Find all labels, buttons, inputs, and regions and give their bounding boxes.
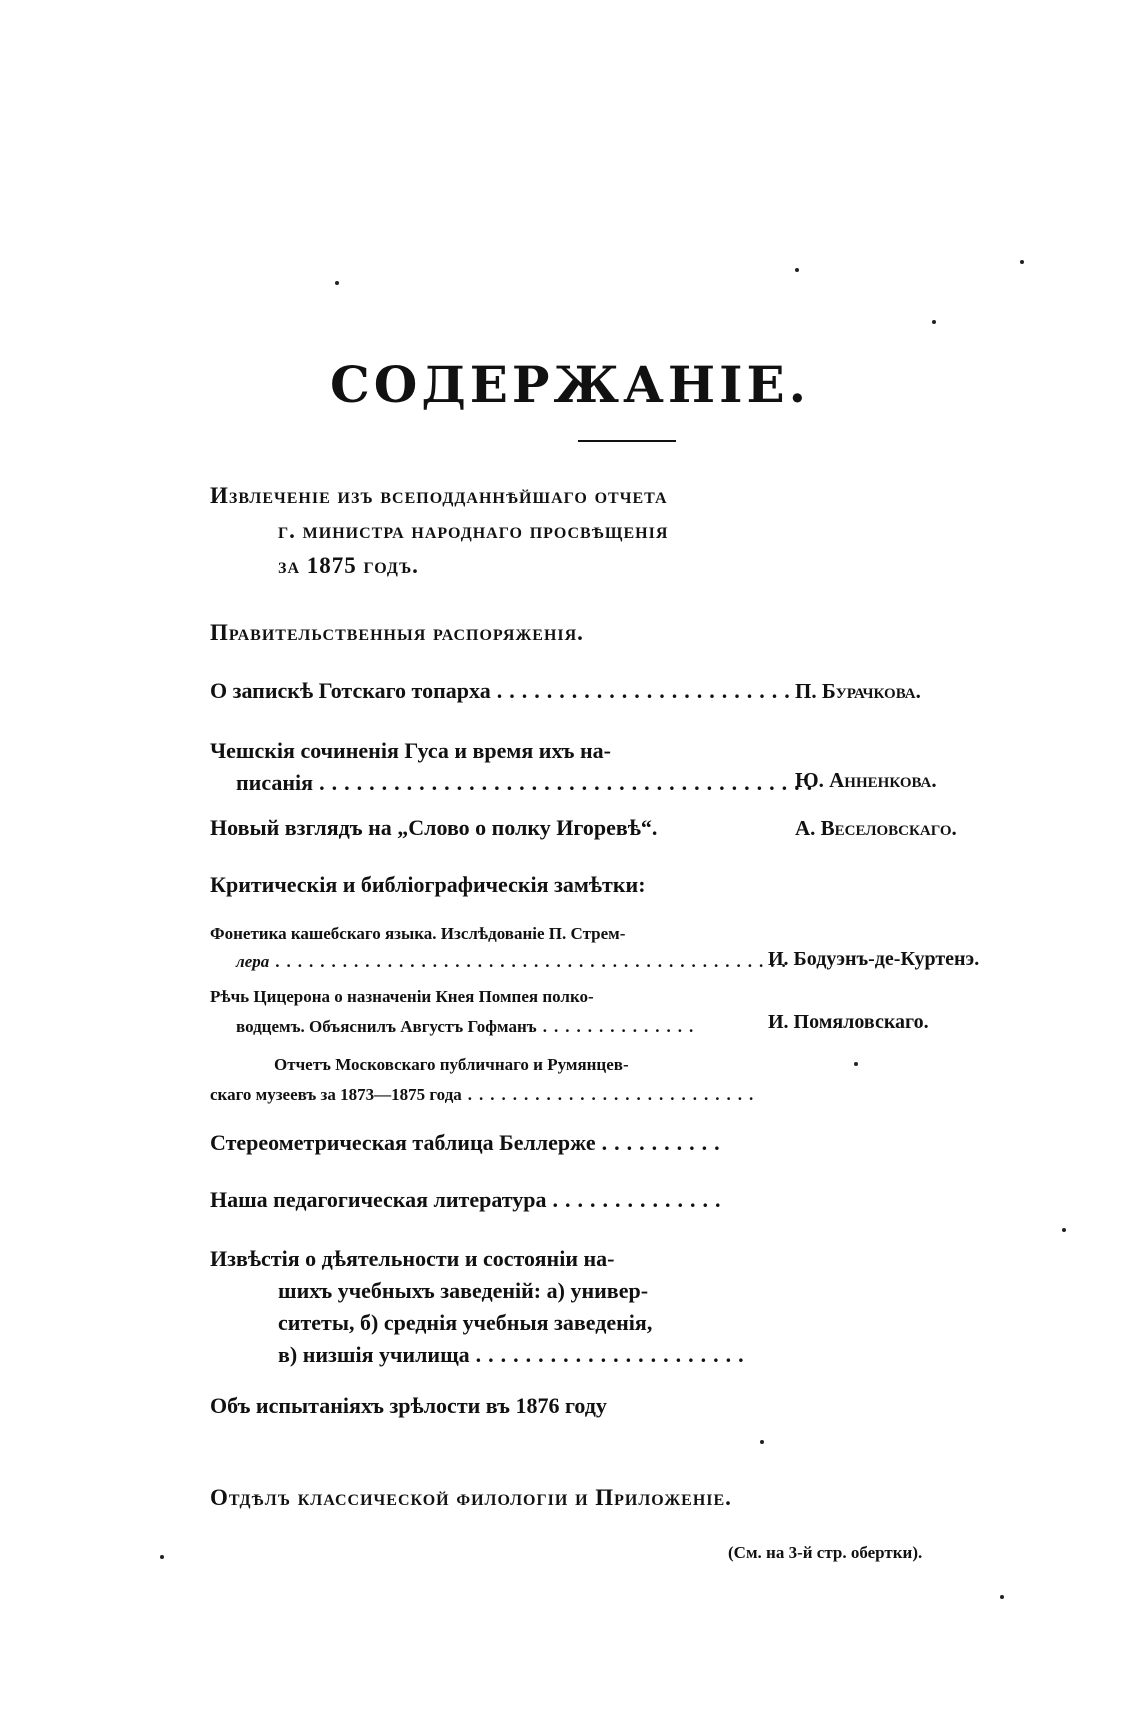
section-government: Правительственныя распоряженія. bbox=[210, 620, 584, 645]
leader-dots: ........................................ bbox=[319, 770, 820, 795]
entry-maturity-title: Объ испытаніяхъ зрѣлости въ 1876 году bbox=[210, 1393, 607, 1418]
scan-speck bbox=[854, 1062, 858, 1066]
scan-speck bbox=[335, 281, 339, 285]
entry-stereo-title: Стереометрическая таблица Беллерже bbox=[210, 1130, 596, 1155]
report-line-2: г. министра народнаго просвѣщенія bbox=[278, 518, 669, 543]
entry-phonetics-title-2: лера bbox=[236, 952, 270, 971]
entry-pedagog-title: Наша педагогическая литература bbox=[210, 1187, 547, 1212]
leader-dots: .......... bbox=[601, 1130, 727, 1155]
scan-speck bbox=[795, 268, 799, 272]
entry-stereo bbox=[210, 1130, 765, 1156]
entry-museum-title-1: Отчетъ Московскаго публичнаго и Румянцев- bbox=[274, 1055, 629, 1074]
entry-phonetics-title-1: Фонетика кашебскаго языка. Изслѣдованіе П. Стрем- bbox=[210, 924, 626, 943]
scan-speck bbox=[1062, 1228, 1066, 1232]
entry-cicero-author: И. Помяловскаго. bbox=[768, 1011, 929, 1033]
entry-news-line-2: шихъ учебныхъ заведеній: а) универ- bbox=[278, 1278, 649, 1303]
scan-speck bbox=[760, 1440, 764, 1444]
entry-news-line-4: в) низшія училища bbox=[278, 1342, 470, 1367]
entry-cicero bbox=[210, 982, 765, 1042]
scan-speck bbox=[932, 320, 936, 324]
entry-hus-title-2: писанія bbox=[236, 770, 314, 795]
footer-note: (См. на 3-й стр. обертки). bbox=[728, 1543, 923, 1562]
leader-dots: .............. bbox=[542, 1017, 701, 1036]
entry-gotsk-title: О запискѣ Готскаго топарха bbox=[210, 678, 491, 703]
leader-dots: .............. bbox=[552, 1187, 728, 1212]
page-title: СОДЕРЖАНІЕ. bbox=[330, 355, 810, 414]
entry-hus bbox=[210, 735, 820, 799]
leader-dots: .............................................. bbox=[275, 952, 793, 971]
entry-igor-title: Новый взглядъ на „Слово о полку Игоревѣ“. bbox=[210, 815, 658, 840]
leader-dots: ........................ bbox=[496, 678, 797, 703]
title-rule bbox=[578, 440, 676, 442]
entry-museum bbox=[210, 1050, 765, 1110]
section-report bbox=[210, 478, 770, 583]
entry-hus-title-1: Чешскія сочиненія Гуса и время ихъ на- bbox=[210, 738, 611, 763]
entry-news bbox=[210, 1243, 775, 1371]
entry-gotsk-author: П. Бурачкова. bbox=[795, 679, 921, 703]
report-line-1: Извлеченіе изъ всеподданнѣйшаго отчета bbox=[210, 483, 668, 508]
entry-news-line-3: ситеты, б) среднія учебныя заведенія, bbox=[278, 1310, 653, 1335]
report-line-3: за 1875 годъ. bbox=[278, 553, 419, 578]
entry-phonetics-author: И. Бодуэнъ-де-Куртенэ. bbox=[768, 948, 980, 970]
entry-cicero-title-2: водцемъ. Объяснилъ Августъ Гофманъ bbox=[236, 1017, 537, 1036]
scan-speck bbox=[1000, 1595, 1004, 1599]
entry-gotsk bbox=[210, 678, 797, 704]
leader-dots: ...................... bbox=[475, 1342, 751, 1367]
entry-igor-author: А. Веселовскаго. bbox=[795, 816, 957, 840]
entry-hus-author: Ю. Анненкова. bbox=[795, 768, 937, 792]
critical-heading: Критическія и библіографическія замѣтки: bbox=[210, 872, 646, 897]
entry-museum-title-2: скаго музеевъ за 1873—1875 года bbox=[210, 1085, 462, 1104]
entry-pedagog bbox=[210, 1187, 765, 1213]
entry-phonetics bbox=[210, 920, 793, 976]
section-classical: Отдѣлъ классической филологіи и Приложеніе. bbox=[210, 1485, 732, 1510]
scan-speck bbox=[1020, 260, 1024, 264]
leader-dots: .......................... bbox=[467, 1085, 761, 1104]
scan-speck bbox=[160, 1555, 164, 1559]
entry-news-line-1: Извѣстія о дѣятельности и состояніи на- bbox=[210, 1246, 615, 1271]
entry-cicero-title-1: Рѣчь Цицерона о назначеніи Кнея Помпея полко- bbox=[210, 987, 594, 1006]
